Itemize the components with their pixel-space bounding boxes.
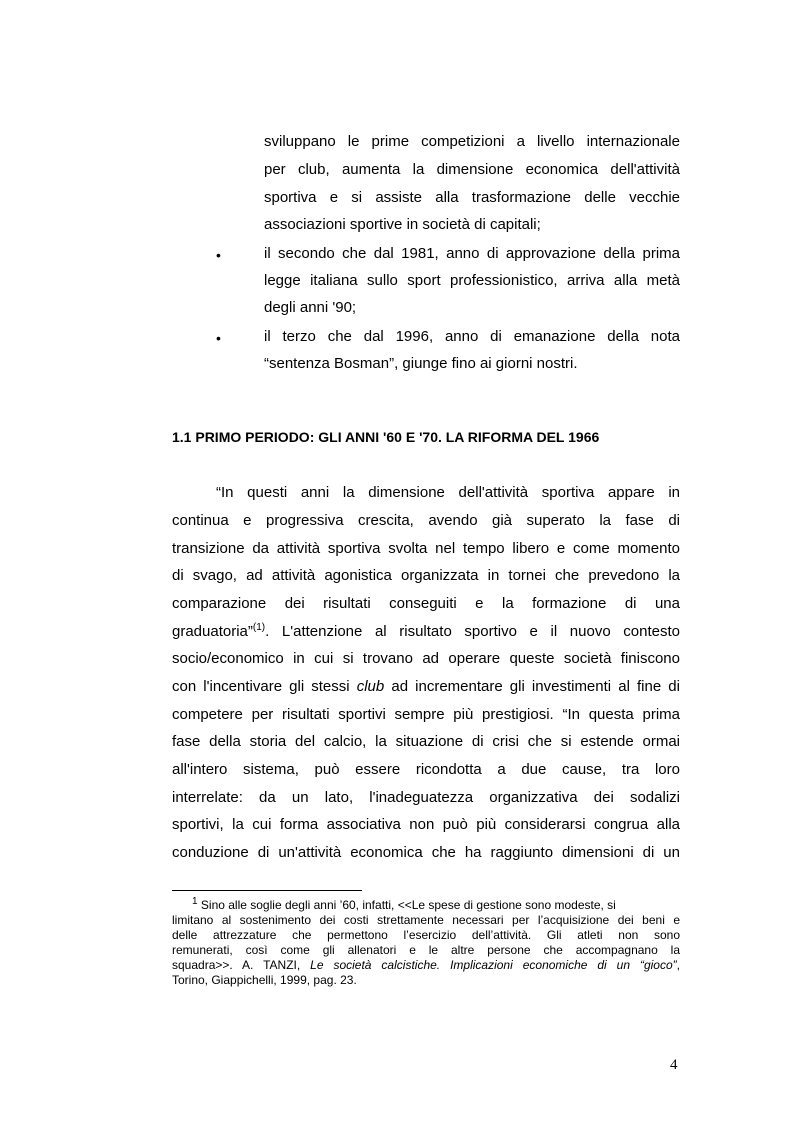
body-line: competere per risultati sportivi sempre più prestigiosi. “In questa prima — [172, 706, 680, 723]
body-line: “In questi anni la dimensione dell'attività sportiva appare in — [216, 484, 680, 501]
body-text: . L'attenzione al risultato sportivo e il nuovo contesto — [265, 623, 680, 640]
footnote-separator — [172, 890, 362, 891]
body-text: graduatoria” — [172, 623, 253, 640]
footnote-text-italic: Le società calcistiche. Implicazioni economiche di un “gioco” — [310, 958, 677, 972]
body-line: fase della storia del calcio, la situazione di crisi che si estende ormai — [172, 733, 680, 750]
body-line: socio/economico in cui si trovano ad operare queste società finiscono — [172, 650, 680, 667]
list-item-line: “sentenza Bosman”, giunge fino ai giorni nostri. — [264, 355, 578, 372]
list-item-line: legge italiana sullo sport professionistico, arriva alla metà — [264, 272, 680, 289]
body-line — [172, 677, 680, 697]
footnote-line: limitano al sostenimento dei costi strettamente necessari per l’acquisizione dei beni e — [172, 913, 680, 927]
body-line: transizione da attività sportiva svolta nel tempo libero e come momento — [172, 540, 680, 557]
footnote-line — [172, 958, 680, 973]
list-continuation-line: associazioni sportive in società di capitali; — [264, 216, 541, 233]
body-line: sportivi, la cui forma associativa non può più considerarsi congrua alla — [172, 816, 680, 833]
footnote-reference: (1) — [252, 622, 266, 633]
body-text: ad incrementare gli investimenti al fine di — [384, 678, 680, 695]
footnote-text: , — [676, 958, 680, 972]
bullet-icon: • — [216, 247, 221, 263]
body-line: continua e progressiva crescita, avendo già superato la fase di — [172, 512, 680, 529]
body-line: conduzione di un'attività economica che ha raggiunto dimensioni di un — [172, 844, 680, 861]
body-line — [172, 622, 680, 642]
list-continuation-line: per club, aumenta la dimensione economica dell'attività — [264, 161, 680, 178]
body-line: all'intero sistema, può essere ricondotta a due cause, tra loro — [172, 761, 680, 778]
footnote-text: squadra>>. A. TANZI, — [172, 958, 311, 972]
footnote-line: remunerati, così come gli allenatori e le altre persone che accompagnano la — [172, 943, 680, 957]
body-line: comparazione dei risultati conseguiti e la formazione di una — [172, 595, 680, 612]
body-text: con l'incentivare gli stessi — [172, 678, 357, 695]
list-item-line: degli anni '90; — [264, 299, 357, 316]
list-continuation-line: sviluppano le prime competizioni a livello internazionale — [264, 133, 680, 150]
footnote-text: Sino alle soglie degli anni ’60, infatti, <<Le spese di gestione sono modeste, si — [197, 898, 616, 912]
section-heading: 1.1 PRIMO PERIODO: GLI ANNI '60 E '70. LA RIFORMA DEL 1966 — [172, 429, 600, 445]
body-text-italic: club — [356, 678, 385, 695]
bullet-icon: • — [216, 330, 221, 346]
footnote-marker: 1 — [192, 896, 198, 907]
body-line: interrelate: da un lato, l'inadeguatezza organizzativa dei sodalizi — [172, 789, 680, 806]
list-continuation-line: sportiva e si assiste alla trasformazione delle vecchie — [264, 189, 680, 206]
body-line: di svago, ad attività agonistica organizzata in tornei che prevedono la — [172, 567, 680, 584]
footnote-line — [192, 898, 616, 913]
list-item-line: il secondo che dal 1981, anno di approvazione della prima — [264, 245, 680, 262]
footnote-line: delle attrezzature che permettono l’esercizio dell’attività. Gli atleti non sono — [172, 928, 680, 942]
footnote-line: Torino, Giappichelli, 1999, pag. 23. — [172, 973, 357, 987]
page-number: 4 — [670, 1057, 678, 1073]
list-item-line: il terzo che dal 1996, anno di emanazione della nota — [264, 328, 680, 345]
